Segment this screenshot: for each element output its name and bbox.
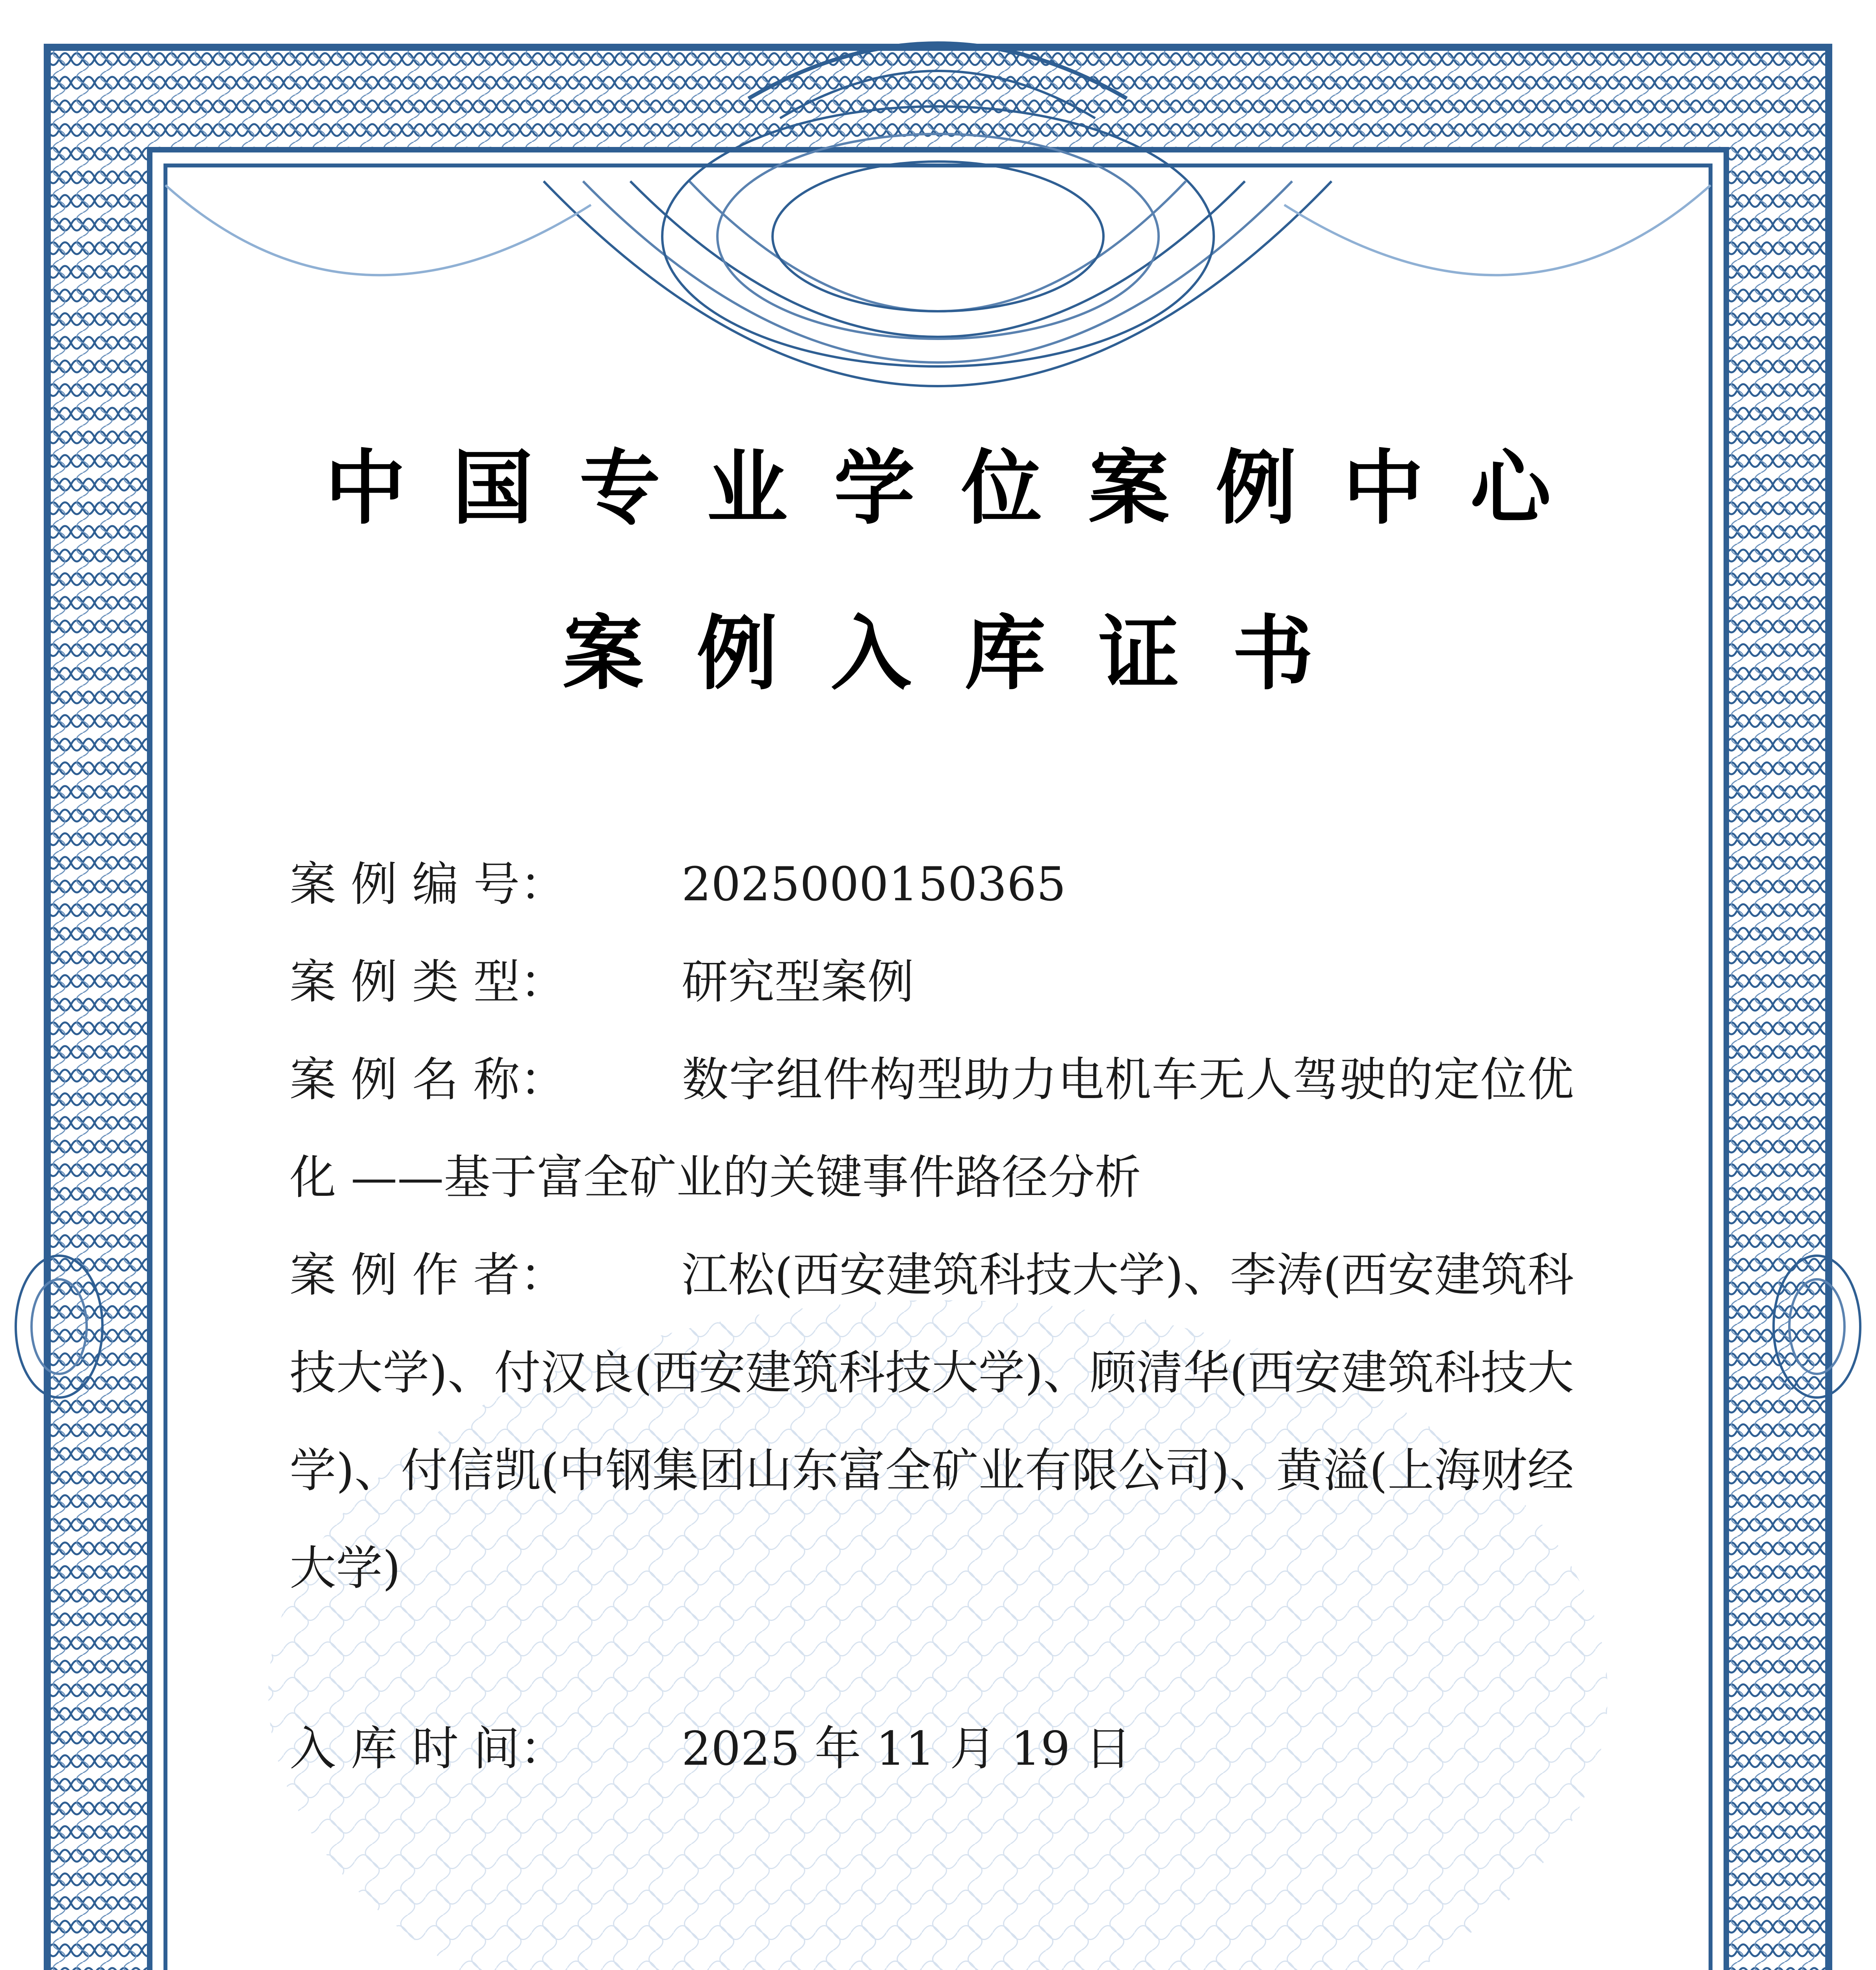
field-entry-date xyxy=(290,1700,1574,1797)
field-label: 入 库 时 间： xyxy=(290,1721,567,1776)
field-value: 2025000150365 xyxy=(682,857,1066,911)
field-label: 案 例 类 型： xyxy=(290,955,567,1009)
field-label: 案 例 作 者： xyxy=(290,1248,567,1302)
field-label: 案 例 名 称： xyxy=(290,1052,567,1107)
field-value: 数字组件构型助力电机车无人驾驶的定位优化 ——基于富全矿业的关键事件路径分析 xyxy=(290,1052,1574,1204)
field-value: 研究型案例 xyxy=(682,955,914,1009)
field-value: 江松(西安建筑科技大学)、李涛(西安建筑科技大学)、付汉良(西安建筑科技大学)、顾清华(西安建筑科技大学)、付信凯(中钢集团山东富全矿业有限公司)、黄溢(上海财经大学) xyxy=(290,1248,1574,1595)
certificate-body xyxy=(290,835,1574,1797)
field-case-number xyxy=(290,835,1574,933)
field-case-name xyxy=(290,1031,1574,1226)
field-label: 案 例 编 号： xyxy=(290,857,567,911)
certificate-title-line2: 案例入库证书 xyxy=(563,607,1367,701)
certificate-title-line1: 中国专业学位案例中心 xyxy=(325,442,1597,535)
field-value: 2025 年 11 月 19 日 xyxy=(682,1721,1132,1776)
field-case-type xyxy=(290,933,1574,1031)
field-case-authors xyxy=(290,1226,1574,1617)
